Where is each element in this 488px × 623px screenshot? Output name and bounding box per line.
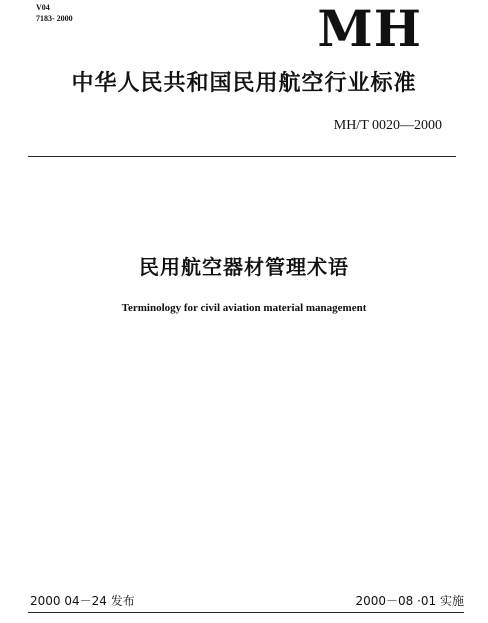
mh-logo: MH (317, 0, 422, 58)
bottom-divider (28, 612, 464, 613)
standard-organization-title: 中华人民共和国民用航空行业标准 (71, 71, 417, 96)
document-title-chinese: 民用航空器材管理术语 (139, 255, 349, 279)
top-divider (28, 156, 456, 157)
standard-code: MH/T 0020—2000 (333, 118, 442, 133)
implementation-date: 2000－08 ·01 实施 (355, 594, 464, 608)
issue-date: 2000 04－24 发布 (30, 594, 135, 608)
classification-code-line: V04 (36, 3, 50, 12)
document-title-english: Terminology for civil aviation material management (121, 302, 367, 314)
classification-codes (36, 2, 73, 24)
classification-code-line: 7183- 2000 (36, 14, 73, 23)
